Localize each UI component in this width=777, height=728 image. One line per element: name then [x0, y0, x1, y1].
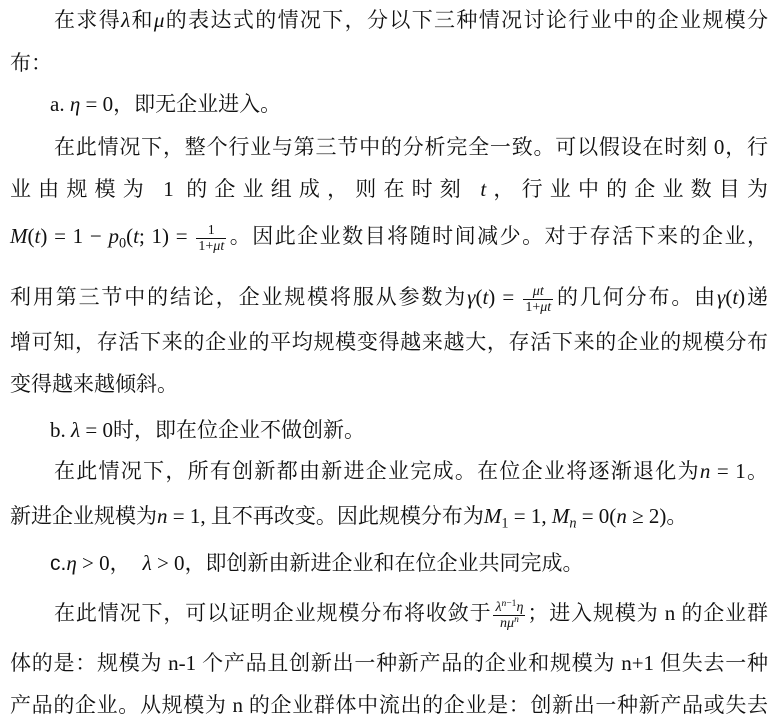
case-b-line-12: [10, 501, 768, 531]
formula-symbol-t: t: [34, 224, 41, 248]
text-segment: 和: [130, 8, 154, 32]
case-a-line-4: [54, 132, 768, 162]
text-segment: 的表达式的情况下，分以下三种情况讨论行业中的企业规模分: [164, 8, 769, 32]
text-segment: 体的是：规模为 n-1 个产品且创新出一种新产品的企业和规模为 n+1 但失去一种: [10, 651, 768, 675]
text-segment: 增可知，存活下来的企业的平均规模变得越来越大，存活下来的企业的规模分布: [10, 330, 768, 354]
math-condition: = 0(: [576, 504, 617, 528]
intro-line-1: [54, 5, 768, 35]
text-segment: 在此情况下，可以证明企业规模分布将收敛于: [54, 601, 492, 625]
text-segment: ，即无企业进入。: [113, 92, 282, 116]
case-a-heading: [50, 89, 768, 119]
text-segment: 业由规模为 1 的企业组成，则在时刻: [10, 177, 481, 201]
math-condition: > 0: [151, 551, 185, 575]
subscript: n: [569, 515, 577, 532]
case-a-line-7: [10, 282, 769, 315]
symbol-lambda: λ: [71, 418, 81, 442]
formula-symbol: μt: [213, 238, 225, 254]
formula-symbol-n: n: [500, 615, 508, 631]
case-a-line-6: [10, 221, 769, 254]
text-segment: 且不再改变。因此规模分布为: [210, 504, 484, 528]
text-segment: 在此情况下，整个行业与第三节中的分析完全一致。可以假设在时刻 0，行: [54, 135, 768, 159]
case-c-heading: [50, 548, 768, 578]
formula-symbol-t: t: [482, 285, 489, 309]
text-segment: ；进入规模为 n 的企业群: [527, 601, 768, 625]
symbol-eta: η: [69, 92, 81, 116]
case-a-line-8: [10, 327, 768, 357]
superscript: n: [514, 614, 519, 625]
text-segment: 新进企业规模为: [10, 504, 157, 528]
intro-line-2: [10, 48, 768, 78]
case-a-line-9: [10, 369, 768, 399]
formula-symbol-n: n: [501, 598, 507, 609]
superscript: [502, 598, 517, 608]
formula-symbol-eta: η: [516, 599, 524, 615]
formula-symbol-lambda: λ: [495, 599, 502, 615]
formula-symbol: μt: [540, 299, 552, 315]
subscript: 0: [119, 235, 127, 252]
text-segment: 时，即在位企业不做创新。: [112, 418, 365, 442]
text-segment: 的几何分布。由: [555, 285, 718, 309]
case-label: b.: [50, 418, 71, 442]
formula-symbol-mu: μ: [507, 615, 515, 631]
math-condition: ≥ 2): [626, 504, 667, 528]
case-c-line-15: [10, 648, 768, 678]
case-b-line-11: [54, 456, 768, 486]
symbol-M: M: [551, 504, 570, 528]
symbol-eta: η: [66, 551, 77, 575]
formula-symbol-p: p: [108, 224, 119, 248]
formula-operator: =: [495, 285, 522, 309]
formula-symbol-gamma: γ: [467, 285, 476, 309]
formula-symbol-M: M: [10, 224, 28, 248]
math-condition: = 1,: [508, 504, 552, 528]
formula-number: 1+: [198, 238, 214, 254]
formula-symbol: μt: [532, 283, 544, 299]
text-segment: 。: [666, 504, 688, 528]
symbol-lambda: λ: [142, 551, 152, 575]
formula-paren: ): [40, 224, 48, 248]
fraction-denominator: [493, 616, 525, 631]
formula-paren: ): [738, 285, 746, 309]
text-segment: 变得越来越倾斜。: [10, 372, 178, 396]
text-segment: 。因此企业数目将随时间减少。对于存活下来的企业，: [228, 224, 769, 248]
formula-operator: −1: [506, 598, 517, 609]
text-segment: ，行业中的企业数目为: [486, 177, 769, 201]
fraction-numerator: [493, 600, 525, 616]
formula-symbol-t: t: [732, 285, 739, 309]
symbol-n: n: [616, 504, 627, 528]
symbol-lambda: λ: [121, 8, 131, 32]
fraction-numerator: [196, 223, 226, 239]
formula-operator: ; 1): [138, 224, 170, 248]
formula-paren: (: [27, 224, 35, 248]
math-condition: = 1: [710, 459, 746, 483]
case-c-line-16: [10, 690, 768, 720]
text-segment: 在求得: [54, 8, 122, 32]
symbol-M: M: [483, 504, 502, 528]
case-b-heading: [50, 415, 768, 445]
formula-symbol-t: t: [133, 224, 139, 248]
math-condition: = 0: [80, 92, 114, 116]
case-a-line-5: [10, 174, 768, 204]
fraction: [493, 600, 525, 631]
fraction-denominator: [196, 239, 226, 254]
math-condition: > 0，: [76, 551, 131, 575]
formula-number: 1: [207, 222, 215, 238]
formula-symbol-gamma: γ: [717, 285, 726, 309]
formula-number: 1+: [525, 299, 541, 315]
formula-paren: (: [475, 285, 483, 309]
formula-paren: ): [488, 285, 496, 309]
text-segment: 布：: [10, 51, 52, 75]
symbol-t: t: [480, 177, 487, 201]
text-segment: 在此情况下，所有创新都由新进企业完成。在位企业将逐渐退化为: [54, 459, 700, 483]
fraction-numerator: [523, 284, 553, 300]
symbol-mu: μ: [153, 8, 165, 32]
math-condition: = 1,: [167, 504, 211, 528]
formula-paren: (: [725, 285, 733, 309]
math-condition: = 0: [80, 418, 113, 442]
subscript: 1: [501, 515, 509, 532]
formula-operator: = 1 −: [47, 224, 109, 248]
symbol-n: n: [699, 459, 711, 483]
text-segment: ，即创新由新进企业和在位企业共同完成。: [184, 551, 584, 575]
text-segment: 。: [745, 459, 769, 483]
text-segment: 递: [745, 285, 769, 309]
fraction: [523, 284, 553, 315]
text-segment: 产品的企业。从规模为 n 的企业群体中流出的企业是：创新出一种新产品或失去: [10, 693, 768, 717]
formula-paren: (: [126, 224, 134, 248]
fraction: [196, 223, 226, 254]
case-label: a.: [50, 92, 70, 116]
symbol-n: n: [157, 504, 168, 528]
case-c-line-14: [54, 598, 768, 631]
case-label: c.: [50, 552, 67, 575]
text-segment: 利用第三节中的结论，企业规模将服从参数为: [10, 285, 468, 309]
formula-operator: =: [169, 224, 195, 248]
fraction-denominator: [523, 300, 553, 315]
